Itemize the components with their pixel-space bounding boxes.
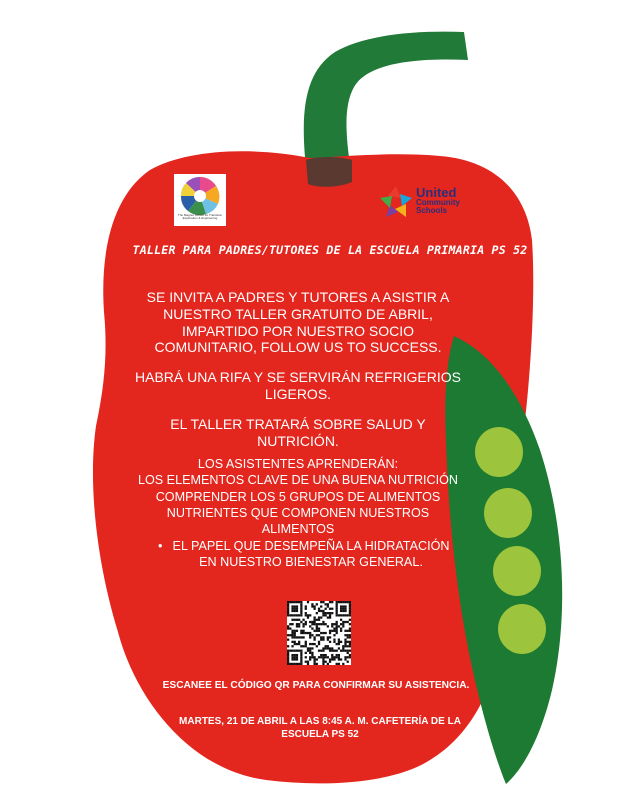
pea <box>493 546 541 596</box>
learning-section <box>130 456 466 571</box>
ucs-line2: Community <box>416 198 460 207</box>
ucs-line1: United <box>416 185 457 200</box>
list-item: COMPRENDER LOS 5 GRUPOS DE ALIMENTOS NUTRIENTES QUE COMPONEN NUESTROS ALIMENTOS <box>155 489 441 537</box>
intro-text <box>130 289 466 462</box>
qr-code-icon <box>287 601 351 665</box>
stem-shadow <box>306 157 352 187</box>
pea <box>498 604 546 654</box>
list-item: • EL PAPEL QUE DESEMPEÑA LA HIDRATACIÓN EN NUESTRO BIENESTAR GENERAL. <box>130 538 466 571</box>
learning-heading: LOS ASISTENTES APRENDERÁN: <box>197 457 399 471</box>
event-details: MARTES, 21 DE ABRIL A LAS 8:45 A. M. CAFETERÍA DE LA ESCUELA PS 52 <box>179 716 461 740</box>
paragraph-raffle: HABRÁ UNA RIFA Y SE SERVIRÁN REFRIGERIOS LIGEROS. <box>135 369 461 402</box>
school-logo <box>174 174 226 226</box>
ucs-wordmark <box>416 186 460 215</box>
list-item: LOS ELEMENTOS CLAVE DE UNA BUENA NUTRICIÓN <box>137 473 459 488</box>
rsvp-qr-code[interactable] <box>287 601 351 665</box>
star-logo-icon <box>378 184 414 220</box>
ucs-line3: Schools <box>416 206 448 215</box>
paragraph-invite: SE INVITA A PADRES Y TUTORES A ASISTIR A NUESTRO TALLER GRATUITO DE ABRIL, IMPARTIDO POR NUESTRO SOCIO COMUNITARIO, FOLLOW US TO SUCCESS. <box>146 289 450 356</box>
scan-instructions: ESCANEE EL CÓDIGO QR PARA CONFIRMAR SU ASISTENCIA. <box>162 680 470 691</box>
poster-title: TALLER PARA PADRES/TUTORES DE LA ESCUELA PRIMARIA PS 52 <box>132 243 528 257</box>
united-community-schools-logo <box>378 184 478 224</box>
pea <box>484 488 532 538</box>
school-logo-caption: The Magnet School for Transition Exploration & Engineering <box>177 213 223 221</box>
learning-list <box>130 472 466 570</box>
paragraph-topic: EL TALLER TRATARÁ SOBRE SALUD Y NUTRICIÓN. <box>170 415 426 449</box>
pea <box>475 427 523 477</box>
